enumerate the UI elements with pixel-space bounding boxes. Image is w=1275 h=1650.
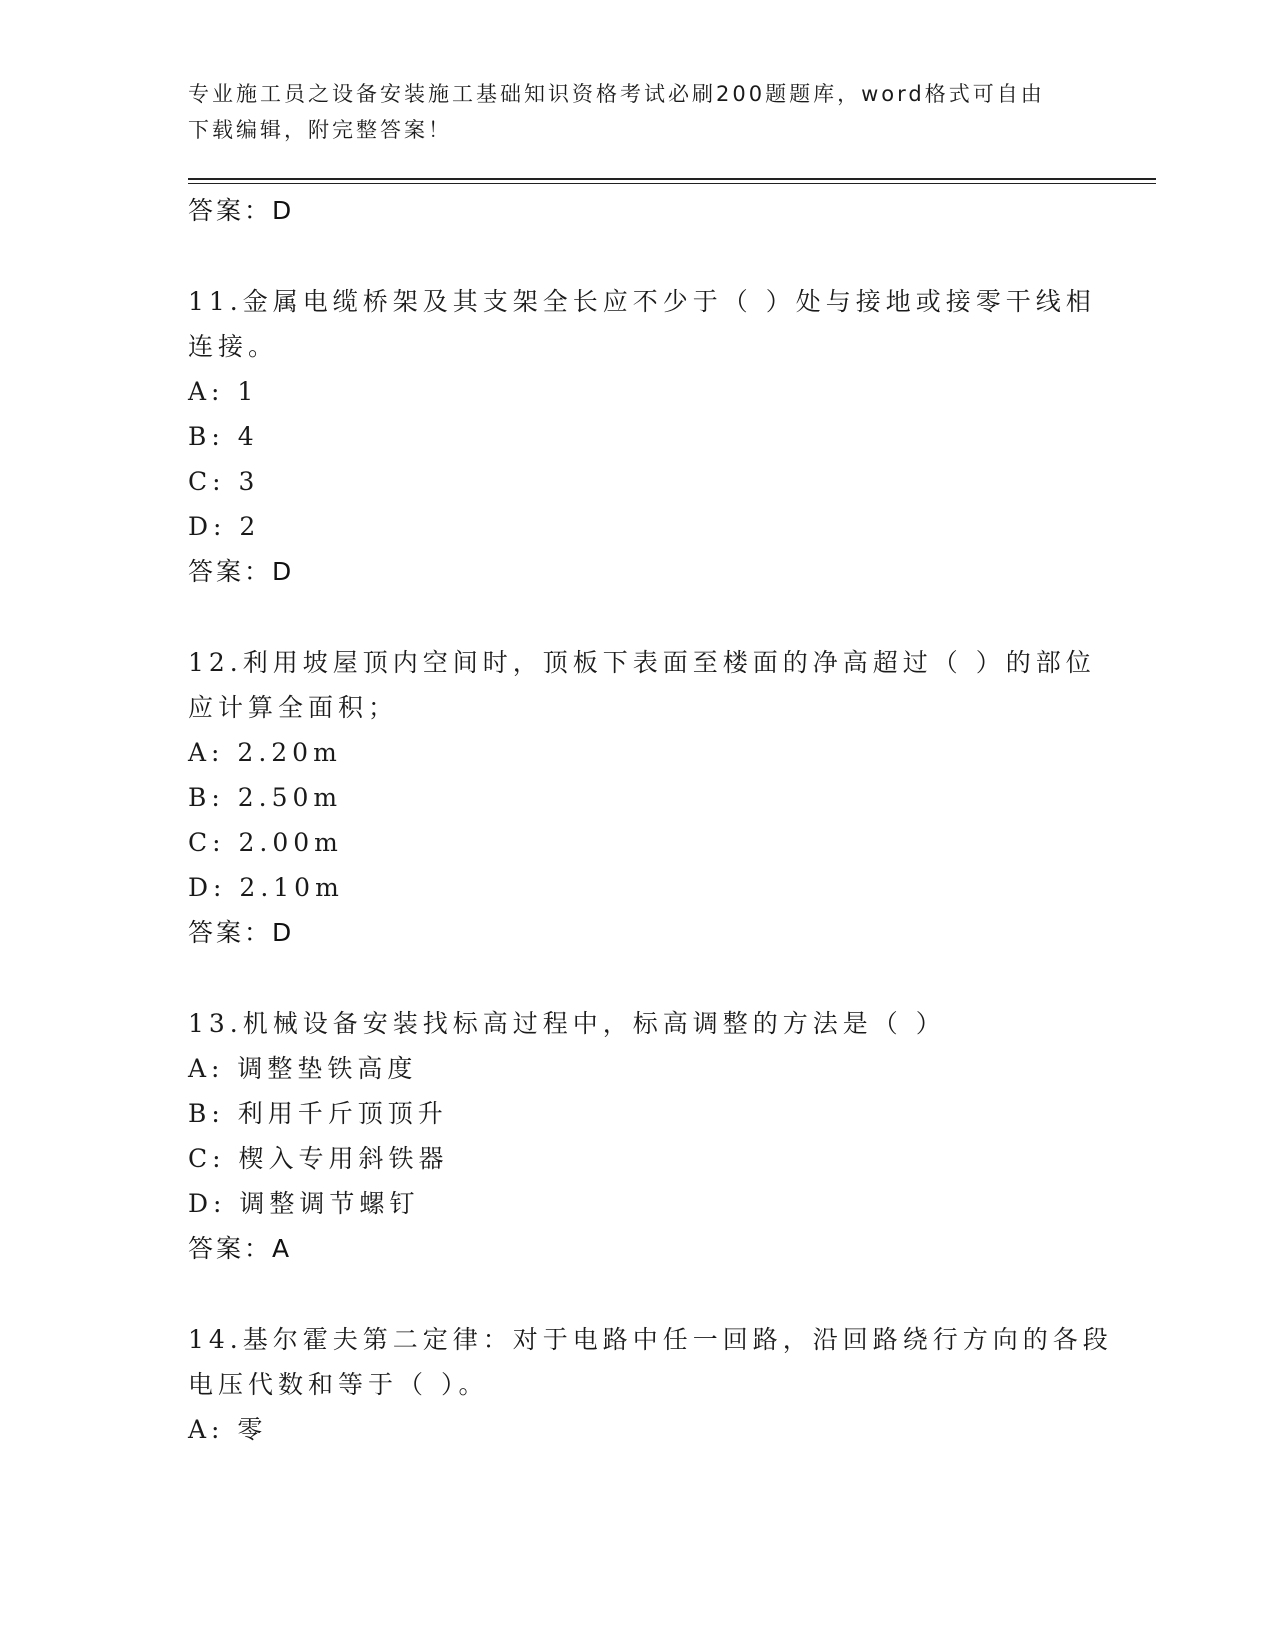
question-stem-cont: 电压代数和等于（ ）。 xyxy=(188,1370,489,1399)
question-stem: 13.机械设备安装找标高过程中，标高调整的方法是（ ） xyxy=(188,1009,946,1038)
option-c: C: 2.00m xyxy=(188,828,343,857)
header-divider-thin xyxy=(188,183,1156,184)
answer-line: 答案：D xyxy=(188,196,295,225)
option-a: A: 零 xyxy=(188,1415,268,1444)
option-d: D: 2 xyxy=(188,512,261,541)
question-14 xyxy=(188,1317,1113,1452)
option-a: A: 1 xyxy=(188,377,259,406)
header-line-1: 专业施工员之设备安装施工基础知识资格考试必刷200题题库，word格式可自由 xyxy=(188,82,1045,106)
question-13 xyxy=(188,1001,1088,1271)
option-a: A: 调整垫铁高度 xyxy=(188,1054,418,1083)
question-stem-cont: 连接。 xyxy=(188,332,279,361)
header-line-2: 下载编辑，附完整答案！ xyxy=(188,118,452,142)
answer-line: 答案：A xyxy=(188,1234,293,1263)
option-a: A: 2.20m xyxy=(188,738,342,767)
option-b: B: 4 xyxy=(188,422,259,451)
question-list xyxy=(188,188,1113,1452)
answer-line: 答案：D xyxy=(188,918,295,947)
question-stem: 14.基尔霍夫第二定律：对于电路中任一回路，沿回路绕行方向的各段 xyxy=(188,1325,1113,1354)
answer-line: 答案：D xyxy=(188,557,295,586)
question-12 xyxy=(188,640,1096,955)
question-11 xyxy=(188,279,1096,594)
document-header xyxy=(188,76,1088,148)
option-b: B: 2.50m xyxy=(188,783,343,812)
option-d: D: 2.10m xyxy=(188,873,344,902)
question-stem-cont: 应计算全面积； xyxy=(188,693,399,722)
option-d: D: 调整调节螺钉 xyxy=(188,1189,420,1218)
question-stem: 12.利用坡屋顶内空间时，顶板下表面至楼面的净高超过（ ）的部位 xyxy=(188,648,1096,677)
header-divider-thick xyxy=(188,178,1156,180)
option-c: C: 楔入专用斜铁器 xyxy=(188,1144,449,1173)
question-stem: 11.金属电缆桥架及其支架全长应不少于（ ）处与接地或接零干线相 xyxy=(188,287,1096,316)
option-c: C: 3 xyxy=(188,467,260,496)
option-b: B: 利用千斤顶顶升 xyxy=(188,1099,448,1128)
